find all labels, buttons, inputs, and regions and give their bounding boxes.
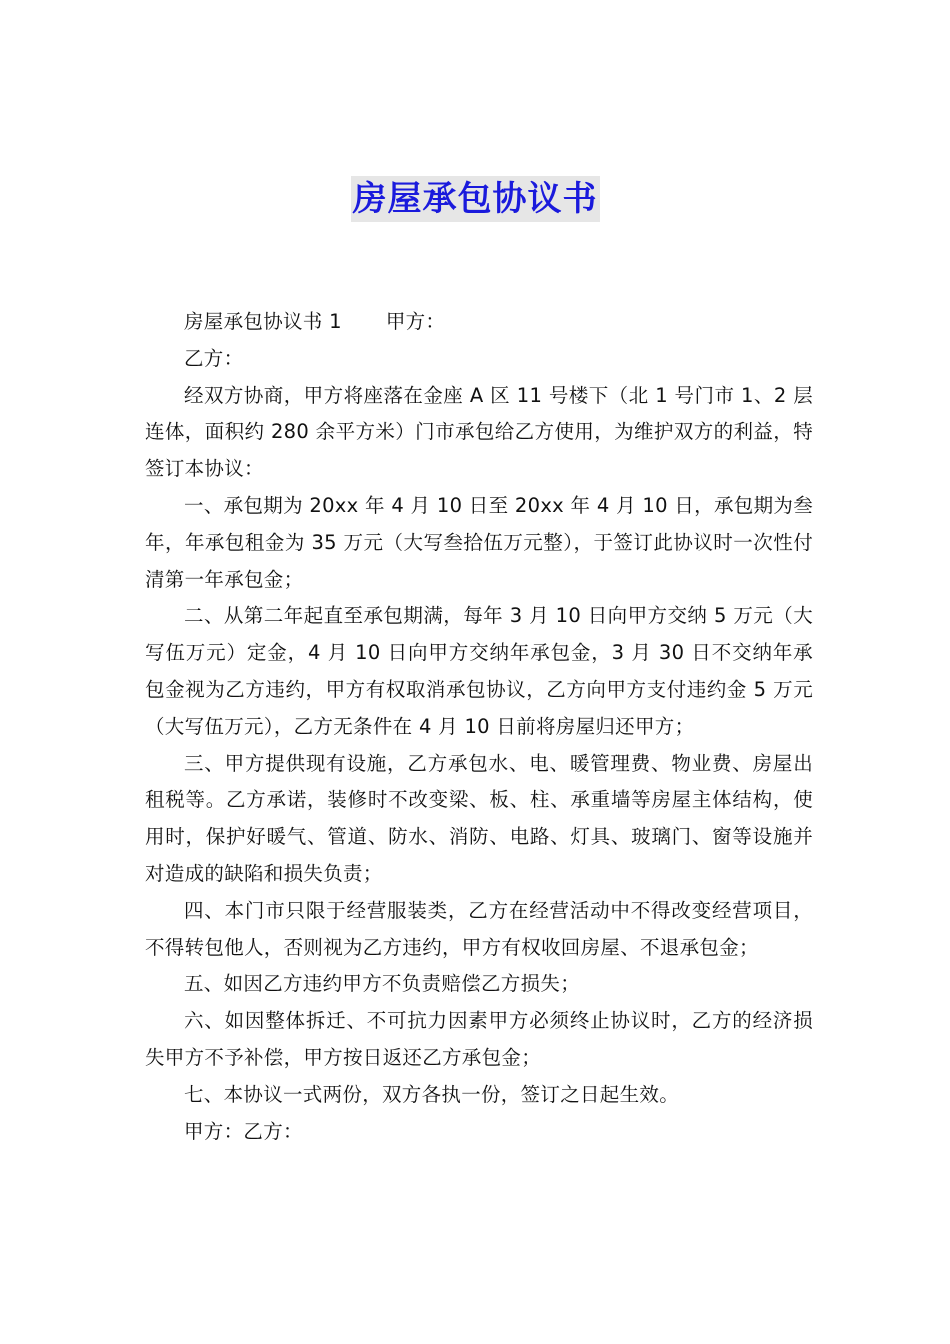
heading-line xyxy=(145,304,813,341)
paragraph-party-b: 乙方： xyxy=(184,346,244,370)
heading-line-left: 房屋承包协议书 1 xyxy=(184,310,342,333)
paragraph-clause-6: 六、如因整体拆迁、不可抗力因素甲方必须终止协议时，乙方的经济损失甲方不予补偿，甲方按日返还乙方承包金； xyxy=(145,1009,813,1069)
paragraph-clause-5: 五、如因乙方违约甲方不负责赔偿乙方损失； xyxy=(184,972,581,996)
paragraph-clause-1: 一、承包期为 20xx 年 4 月 10 日至 20xx 年 4 月 10 日，承包期为叁年，年承包租金为 35 万元（大写叁拾伍万元整），于签订此协议时一次性付清第一年承包金； xyxy=(145,493,813,591)
document-title: 房屋承包协议书 xyxy=(351,176,600,222)
heading-line-right: 甲方： xyxy=(385,310,446,333)
title-container xyxy=(0,176,950,222)
paragraph-signatures: 甲方：乙方： xyxy=(184,1119,303,1143)
paragraph-clause-4: 四、本门市只限于经营服装类，乙方在经营活动中不得改变经营项目，不得转包他人，否则视为乙方违约，甲方有权收回房屋、不退承包金； xyxy=(145,898,813,959)
paragraph-clause-2: 二、从第二年起直至承包期满，每年 3 月 10 日向甲方交纳 5 万元（大写伍万元）定金，4 月 10 日向甲方交纳年承包金，3 月 30 日不交纳年承包金视为乙方违约，甲方有权取消承包协议，乙方向甲方支付违约金 5 万元（大写伍万元），乙方无条件在 4 月 10 日前将房屋归还甲方； xyxy=(145,604,813,738)
paragraph-intro: 经双方协商，甲方将座落在金座 A 区 11 号楼下（北 1 号门市 1、2 层连体，面积约 280 余平方米）门市承包给乙方使用，为维护双方的利益，特签订本协议： xyxy=(145,383,813,481)
paragraph-clause-7: 七、本协议一式两份，双方各执一份，签订之日起生效。 xyxy=(184,1082,680,1106)
paragraph-clause-3: 三、甲方提供现有设施，乙方承包水、电、暖管理费、物业费、房屋出租税等。乙方承诺，装修时不改变梁、板、柱、承重墙等房屋主体结构，使用时，保护好暖气、管道、防水、消防、电路、灯具、玻璃门、窗等设施并对造成的缺陷和损失负责； xyxy=(145,751,813,885)
document-body xyxy=(145,304,813,1150)
